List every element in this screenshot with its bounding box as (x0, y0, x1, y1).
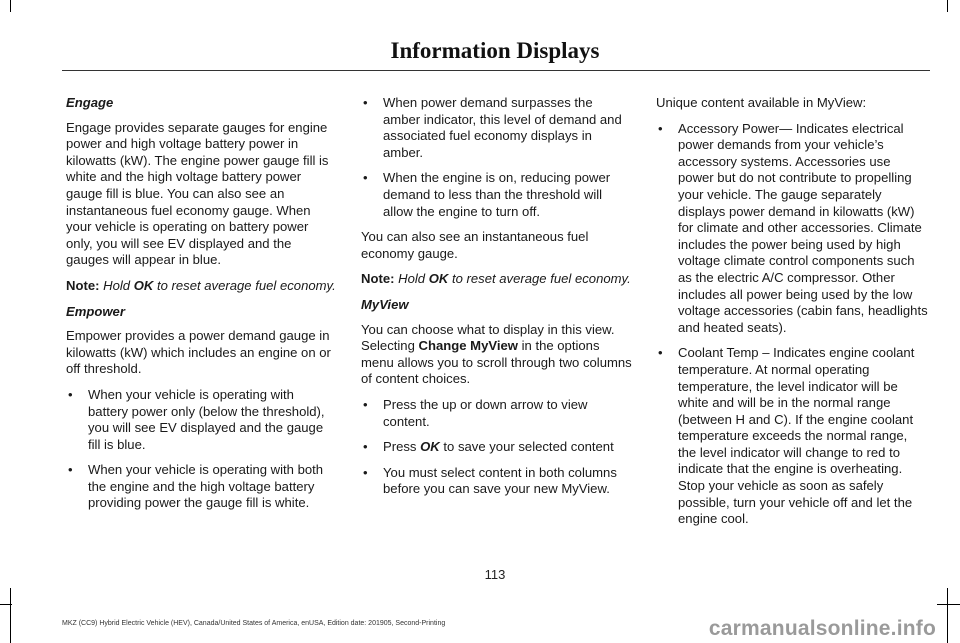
instantaneous-paragraph: You can also see an instantaneous fuel economy gauge. (361, 229, 589, 261)
column-left (66, 95, 336, 521)
note-text-pre: Hold (398, 271, 426, 287)
page-number: 113 (484, 567, 506, 582)
list-item-text: Press the up or down arrow to view content. (383, 396, 588, 429)
bullet-icon: • (363, 95, 368, 110)
myview-text-2: in the options menu allows you to scroll through two columns of content choices. (361, 338, 632, 387)
bullet-icon: • (658, 120, 663, 136)
column-middle (361, 95, 633, 507)
crop-mark-top-right (947, 0, 948, 12)
myview-content-intro: Unique content available in MyView: (656, 95, 867, 110)
list-item-text: When your vehicle is operating with battery power only (below the threshold), you will see EV displayed and the gauge fill is blue. (88, 386, 325, 452)
crop-mark-top-left (10, 0, 11, 12)
empower-bullet-list-continued (361, 95, 633, 220)
crop-mark-bottom-left-h (0, 604, 12, 605)
myview-text-1: You can choose what to display in this view. Selecting (361, 321, 615, 354)
watermark-logo: carmanualsonline.info (708, 617, 936, 640)
empower-paragraph: Empower provides a power demand gauge in kilowatts (kW) which includes an engine on or off threshold. (66, 328, 331, 377)
note-text-post: to reset average fuel economy. (451, 271, 631, 287)
note-ok-key: OK (428, 271, 449, 287)
note-text-pre: Hold (103, 277, 131, 293)
crop-mark-bottom-right-h (937, 604, 960, 605)
list-item-text: When the engine is on, reducing power demand to less than the threshold will allow the engine to turn off. (383, 170, 611, 219)
bullet-icon: • (363, 464, 368, 480)
list-item (361, 439, 633, 456)
column-right (656, 95, 928, 537)
list-item-text: Coolant Temp – Indicates engine coolant temperature. At normal operating temperature, the level indicator will be white and will be in the normal range (between H and C). If the engine coolant temperature exceeds the normal range, the level indicator will change to red to indicate that the engine is overheating. Stop your vehicle as soon as safely possible, turn your vehicle off and let the engine cool. (678, 345, 915, 527)
engage-heading: Engage (66, 95, 114, 110)
ok-key: OK (420, 439, 440, 455)
change-myview-label: Change MyView (418, 338, 518, 354)
list-item (361, 397, 633, 430)
empower-note (361, 271, 633, 288)
list-item (656, 121, 928, 337)
bullet-icon: • (363, 170, 368, 186)
myview-heading: MyView (361, 296, 409, 312)
crop-mark-bottom-left (10, 588, 11, 643)
bullet-icon: • (658, 345, 663, 361)
myview-paragraph (361, 322, 633, 388)
header-rule (62, 70, 930, 71)
list-item (361, 170, 633, 220)
list-item-text-pre: Press (383, 439, 417, 455)
list-item (361, 465, 633, 498)
myview-bullet-list (361, 397, 633, 498)
list-item-text: Accessory Power— Indicates electrical power demands from your vehicle’s accessory systems. Accessories use power but do not contribute to propelling your vehicle. The gauge separately displays power demand in kilowatts (kW) for climate and other accessories. Climate includes the power being used by high voltage climate control components such as the electric A/C compressor. Other includes all power being used by the low voltage accessories (cabin fans, headlights and heated seats). (678, 120, 928, 335)
myview-content-list (656, 121, 928, 528)
empower-bullet-list (66, 387, 336, 512)
list-item (361, 95, 633, 161)
list-item-text: You must select content in both columns before you can save your new MyView. (383, 464, 617, 497)
page-header-title: Information Displays (390, 38, 600, 63)
bullet-icon: • (363, 439, 368, 455)
list-item-text: When power demand surpasses the amber indicator, this level of demand and associated fuel economy displays in amber. (383, 95, 622, 160)
list-item-text-post: to save your selected content (443, 439, 614, 455)
bullet-icon: • (68, 386, 73, 402)
note-text-post: to reset average fuel economy. (156, 277, 336, 293)
empower-heading: Empower (66, 303, 125, 319)
engage-note (66, 278, 336, 295)
bullet-icon: • (363, 396, 368, 412)
note-label: Note: (361, 271, 395, 287)
bullet-icon: • (68, 462, 73, 478)
crop-mark-bottom-right (947, 588, 948, 643)
note-label: Note: (66, 277, 100, 293)
engage-paragraph: Engage provides separate gauges for engine power and high voltage battery power in kilowatts (kW). The engine power gauge fill is white and the high voltage battery power gauge fill is blue. You can also see an instantaneous fuel economy gauge. When your vehicle is operating on battery power only, you will see EV displayed and the gauges will appear in blue. (66, 119, 329, 268)
note-ok-key: OK (133, 277, 154, 293)
list-item (66, 387, 336, 453)
list-item-text: When your vehicle is operating with both the engine and the high voltage battery providing power the gauge fill is white. (88, 462, 324, 511)
list-item (656, 345, 928, 528)
list-item (66, 462, 336, 512)
footer-edition-text: MKZ (CC9) Hybrid Electric Vehicle (HEV), Canada/United States of America, enUSA, Edition date: 201905, Second-Printing (62, 620, 446, 627)
